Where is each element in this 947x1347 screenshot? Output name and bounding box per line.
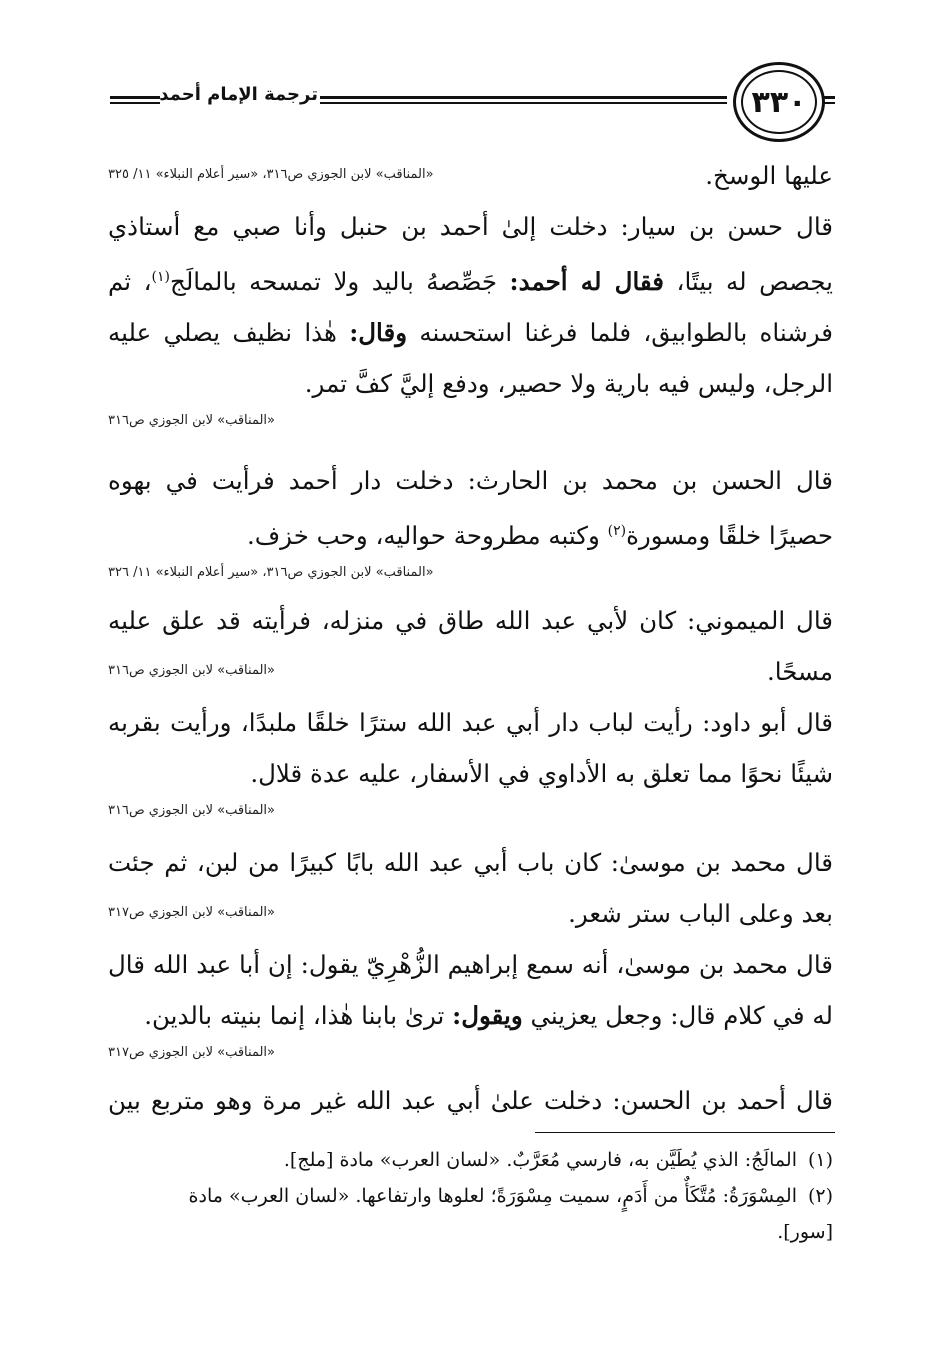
text-line: بعد وعلى الباب ستر شعر. [568,899,833,929]
footnote-ref: (١) [151,269,171,285]
footnote-2-continuation: [سور]. [777,1221,833,1243]
text-line: فرشناه بالطوابيق، فلما فرغنا استحسنه وقال: هٰذا نظيف يصلي عليه [108,318,833,348]
paragraph-line [108,888,833,939]
source-citation: «المناقب» لابن الجوزي ص٣١٦، «سير أعلام النبلاء» ١١/ ٣٢٦ [108,565,434,581]
text-line: قال أبو داود: رأيت لباب دار أبي عبد الله سترًا خلقًا ملبدًا، ورأيت بقربه [108,708,833,738]
running-title: ترجمة الإمام أحمد [159,84,318,105]
text-line: قال الميموني: كان لأبي عبد الله طاق في منزله، فرأيته قد علق عليه [108,606,833,636]
source-citation: «المناقب» لابن الجوزي ص٣١٦، «سير أعلام النبلاء» ١١/ ٣٢٥ [108,167,434,182]
text-line: عليها الوسخ. [705,161,833,190]
paragraph-line [108,646,833,697]
footnote-text: المِسْوَرَةُ: مُتَّكَأٌ من أَدَمٍ، سميت مِسْوَرَةً؛ لعلوها وارتفاعها. «لسان العرب» مادة [188,1185,797,1207]
page-number: ٣٣٠ [733,62,825,142]
footnote-number: (١) [807,1149,833,1171]
page-header [100,62,835,142]
text-line: قال محمد بن موسىٰ: كان باب أبي عبد الله بابًا كبيرًا من لبن، ثم جئت [108,848,833,878]
text-line: قال حسن بن سيار: دخلت إلىٰ أحمد بن حنبل وأنا صبي مع أستاذي [108,212,833,241]
footnote-number: (٢) [807,1185,833,1207]
text-line: مسحًا. [766,657,833,687]
text-line: له في كلام قال: وجعل يعزيني ويقول: ترىٰ بابنا هٰذا، إنما بنيته بالدين. [144,1001,833,1031]
header-rule-middle [320,96,727,104]
text-line: يجصص له بيتًا، فقال له أحمد: جَصِّصهُ باليد ولا تمسحه بالمالَج$^{(١)}$، ثم [108,267,834,297]
text-line: حصيرًا خلقًا ومسورة$^{(٢)}$ وكتبه مطروحة حواليه، وحب خزف. [246,521,833,551]
footnote-divider [535,1132,835,1133]
source-citation: «المناقب» لابن الجوزي ص٣١٧ [108,905,275,921]
source-citation: «المناقب» لابن الجوزي ص٣١٦ [108,413,275,429]
footnote-ref: (٢) [607,523,627,540]
main-text [108,150,833,1126]
paragraph-line [108,150,833,201]
footnote-text: المالَجُ: الذي يُطَيَّن به، فارسي مُعَرَّبٌ. «لسان العرب» مادة [ملج]. [283,1149,797,1171]
header-rule-left [110,96,160,104]
source-citation: «المناقب» لابن الجوزي ص٣١٦ [108,663,275,679]
text-line: قال أحمد بن الحسن: دخلت علىٰ أبي عبد الله غير مرة وهو متربع بين [108,1086,833,1116]
footnotes [108,1142,833,1250]
text-line: الرجل، وليس فيه بارية ولا حصير، ودفع إليَّ كفَّ تمر. [304,369,833,399]
footnote-1 [108,1142,833,1178]
footnote-2 [108,1178,833,1214]
text-line: قال الحسن بن محمد بن الحارث: دخلت دار أحمد فرأيت في بهوه [108,466,833,496]
text-line: قال محمد بن موسىٰ، أنه سمع إبراهيم الزُّهْرِيّ يقول: إن أبا عبد الله قال [108,950,833,980]
source-citation: «المناقب» لابن الجوزي ص٣١٧ [108,1045,275,1061]
text-line: شيئًا نحوًا مما تعلق به الأداوي في الأسفار، عليه عدة قلال. [250,759,833,789]
source-citation: «المناقب» لابن الجوزي ص٣١٦ [108,803,275,819]
